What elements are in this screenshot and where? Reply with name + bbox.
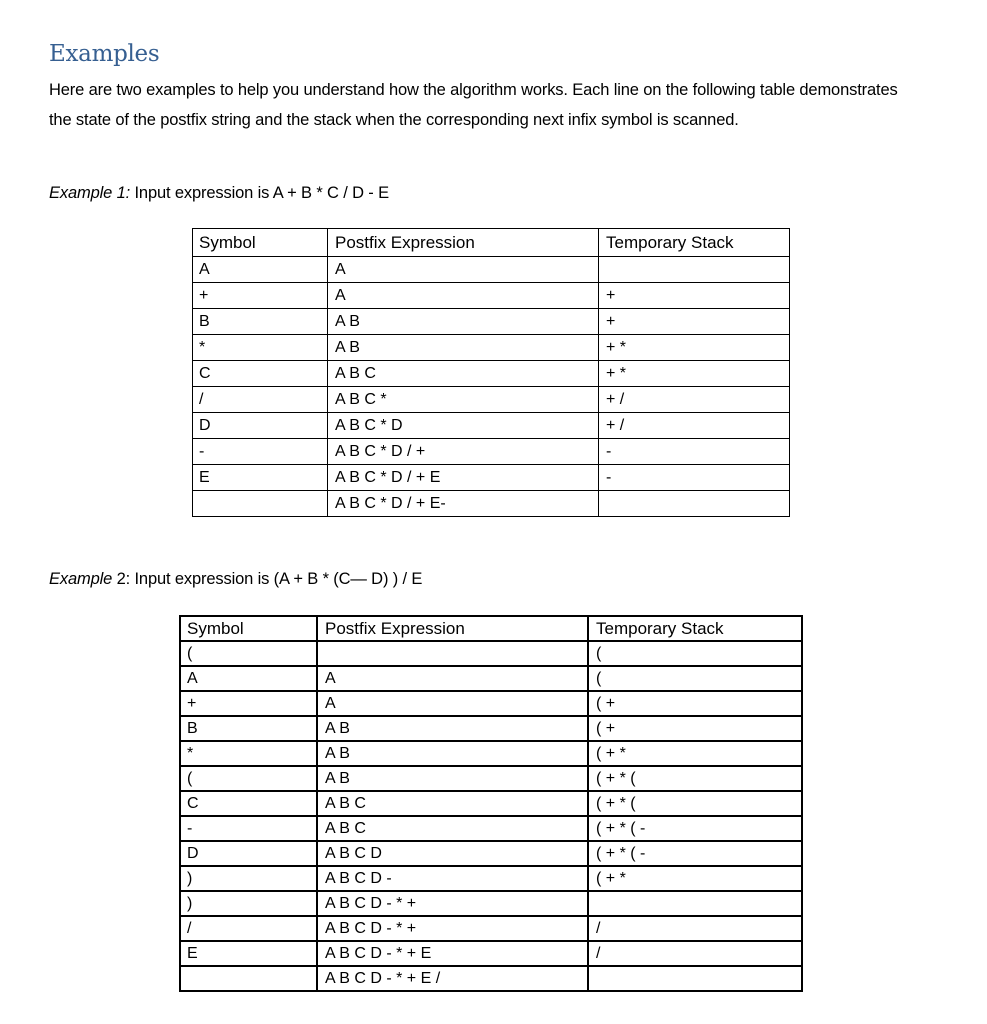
example1-label-text: Input expression is A + B * C / D - E	[130, 184, 389, 202]
symbol-cell: *	[180, 741, 317, 766]
postfix-cell: A B C * D / +	[328, 439, 599, 465]
table-header-row	[193, 229, 790, 257]
symbol-cell: -	[180, 816, 317, 841]
stack-cell	[588, 891, 802, 916]
symbol-cell: D	[180, 841, 317, 866]
postfix-cell: A B C *	[328, 387, 599, 413]
table-row	[193, 491, 790, 517]
symbol-cell: -	[193, 439, 328, 465]
table-row	[180, 741, 802, 766]
stack-cell: ( + *	[588, 741, 802, 766]
example1-label	[49, 184, 389, 203]
table-row	[193, 361, 790, 387]
table-row	[180, 966, 802, 991]
stack-cell	[588, 966, 802, 991]
postfix-cell: A B C	[317, 816, 588, 841]
postfix-cell: A	[317, 691, 588, 716]
postfix-cell: A B C	[328, 361, 599, 387]
table-row	[180, 816, 802, 841]
column-header-symbol: Symbol	[193, 229, 328, 257]
table-row	[180, 716, 802, 741]
stack-cell: ( +	[588, 716, 802, 741]
postfix-cell: A B C D -	[317, 866, 588, 891]
example2-label	[49, 570, 422, 589]
stack-cell: -	[599, 465, 790, 491]
stack-cell: +	[599, 309, 790, 335]
symbol-cell: A	[193, 257, 328, 283]
symbol-cell: B	[193, 309, 328, 335]
stack-cell: (	[588, 641, 802, 666]
stack-cell: ( +	[588, 691, 802, 716]
postfix-cell: A B C D - * + E	[317, 941, 588, 966]
postfix-cell: A B	[328, 335, 599, 361]
symbol-cell: +	[180, 691, 317, 716]
example2-table	[179, 615, 803, 992]
stack-cell: + *	[599, 335, 790, 361]
symbol-cell	[193, 491, 328, 517]
table-row	[193, 439, 790, 465]
table-row	[180, 866, 802, 891]
postfix-cell: A B	[317, 716, 588, 741]
postfix-cell: A B C * D / + E	[328, 465, 599, 491]
symbol-cell: (	[180, 641, 317, 666]
symbol-cell: A	[180, 666, 317, 691]
stack-cell: + /	[599, 387, 790, 413]
column-header-symbol: Symbol	[180, 616, 317, 641]
stack-cell: /	[588, 941, 802, 966]
symbol-cell: (	[180, 766, 317, 791]
stack-cell: + /	[599, 413, 790, 439]
symbol-cell: C	[193, 361, 328, 387]
example2-label-italic: Example	[49, 570, 113, 588]
table-row	[180, 666, 802, 691]
stack-cell	[599, 491, 790, 517]
postfix-cell: A B	[317, 766, 588, 791]
table-row	[180, 691, 802, 716]
symbol-cell: +	[193, 283, 328, 309]
table-row	[180, 641, 802, 666]
stack-cell: ( + * (	[588, 791, 802, 816]
stack-cell: -	[599, 439, 790, 465]
symbol-cell: E	[180, 941, 317, 966]
postfix-cell: A	[328, 257, 599, 283]
table-row	[193, 465, 790, 491]
table-row	[180, 766, 802, 791]
column-header-postfix: Postfix Expression	[317, 616, 588, 641]
stack-cell	[599, 257, 790, 283]
postfix-cell: A B C * D	[328, 413, 599, 439]
table-header-row	[180, 616, 802, 641]
stack-cell: ( + * (	[588, 766, 802, 791]
table-row	[180, 791, 802, 816]
postfix-cell: A B C D	[317, 841, 588, 866]
postfix-cell: A B	[317, 741, 588, 766]
intro-paragraph: Here are two examples to help you understand how the algorithm works. Each line on the following table demonstrates the state of the postfix string and the stack when the corresponding next infix symbol is scanned.	[49, 81, 898, 129]
postfix-cell: A B C	[317, 791, 588, 816]
table-row	[193, 309, 790, 335]
stack-cell: ( + * ( -	[588, 816, 802, 841]
table-row	[180, 891, 802, 916]
symbol-cell: )	[180, 891, 317, 916]
column-header-stack: Temporary Stack	[588, 616, 802, 641]
symbol-cell: /	[193, 387, 328, 413]
table-row	[193, 257, 790, 283]
column-header-stack: Temporary Stack	[599, 229, 790, 257]
symbol-cell: )	[180, 866, 317, 891]
table-row	[193, 387, 790, 413]
table-row	[193, 335, 790, 361]
postfix-cell: A B C D - * +	[317, 891, 588, 916]
postfix-cell: A B C * D / + E-	[328, 491, 599, 517]
postfix-cell: A B C D - * + E /	[317, 966, 588, 991]
stack-cell: +	[599, 283, 790, 309]
stack-cell: (	[588, 666, 802, 691]
symbol-cell: /	[180, 916, 317, 941]
section-heading: Examples	[49, 41, 160, 67]
symbol-cell: B	[180, 716, 317, 741]
stack-cell: ( + * ( -	[588, 841, 802, 866]
column-header-postfix: Postfix Expression	[328, 229, 599, 257]
symbol-cell	[180, 966, 317, 991]
table-row	[180, 916, 802, 941]
table-row	[193, 283, 790, 309]
table-row	[180, 841, 802, 866]
postfix-cell: A B	[328, 309, 599, 335]
postfix-cell	[317, 641, 588, 666]
postfix-cell: A	[317, 666, 588, 691]
table-row	[193, 413, 790, 439]
stack-cell: ( + *	[588, 866, 802, 891]
stack-cell: + *	[599, 361, 790, 387]
example1-label-italic: Example 1:	[49, 184, 131, 202]
symbol-cell: E	[193, 465, 328, 491]
example2-label-text: 2: Input expression is (A + B * (C— D) ) / E	[112, 570, 423, 588]
symbol-cell: *	[193, 335, 328, 361]
table-row	[180, 941, 802, 966]
symbol-cell: C	[180, 791, 317, 816]
example1-table	[192, 228, 790, 517]
symbol-cell: D	[193, 413, 328, 439]
postfix-cell: A	[328, 283, 599, 309]
stack-cell: /	[588, 916, 802, 941]
postfix-cell: A B C D - * +	[317, 916, 588, 941]
